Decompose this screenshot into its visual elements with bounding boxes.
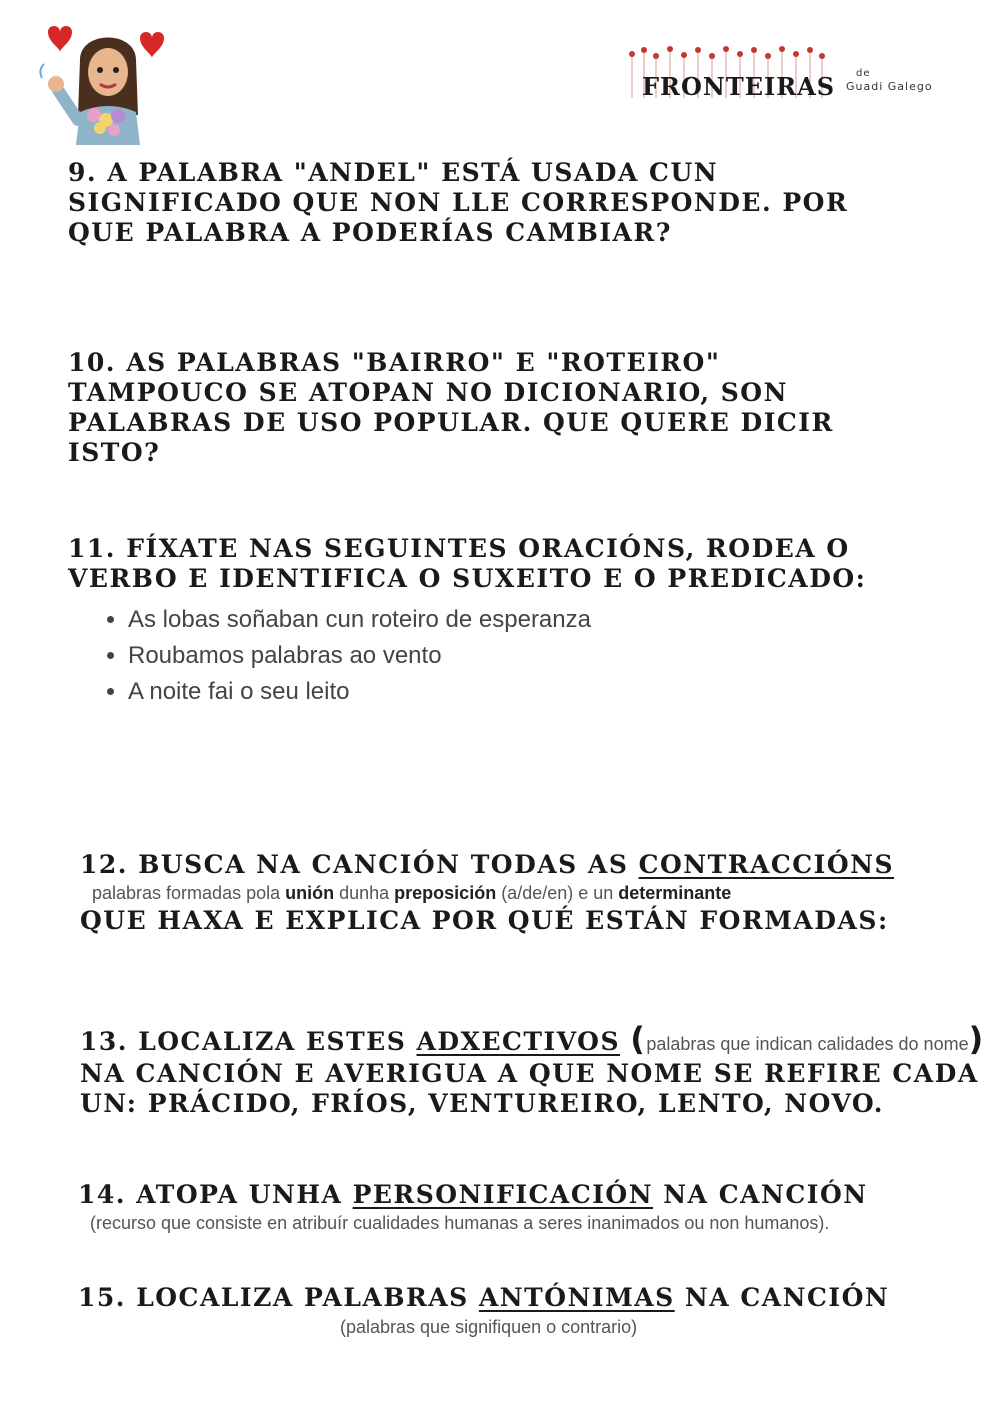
question-13-line2: NA CANCIÓN E AVERIGUA A QUE NOME SE REFIRE CADA — [80, 1059, 979, 1088]
question-14-line1: 14. ATOPA UNHA PERSONIFICACIÓN NA CANCIÓN — [78, 1180, 868, 1209]
question-11: 11. FÍXATE NAS SEGUINTES ORACIÓNS, RODEA O VERBO E IDENTIFICA O SUXEITO E O PREDICADO: — [68, 534, 867, 593]
question-12 — [80, 850, 960, 936]
definition-contraccions: palabras formadas pola unión dunha preposición (a/de/en) e un determinante — [92, 883, 732, 903]
sentence-list — [68, 602, 928, 710]
keyword-antonimas: ANTÓNIMAS — [478, 1283, 675, 1312]
logo-title: FRONTEIRAS — [642, 72, 836, 101]
list-item: • Roubamos palabras ao vento — [128, 638, 928, 674]
question-15 — [78, 1283, 958, 1341]
question-12-line2: QUE HAXA E EXPLICA POR QUÉ ESTÁN FORMADAS: — [80, 906, 889, 935]
heart-icon — [140, 32, 164, 58]
question-9: 9. A PALABRA "ANDEL" ESTÁ USADA CUN SIGNIFICADO QUE NON LLE CORRESPONDE. POR QUE PALABRA A PODERÍAS CAMBIAR? — [68, 158, 849, 247]
logo — [626, 44, 946, 100]
logo-de: de — [856, 68, 871, 79]
list-item: • A noite fai o seu leito — [128, 674, 928, 710]
question-10: 10. AS PALABRAS "BAIRRO" E "ROTEIRO" TAMPOUCO SE ATOPAN NO DICIONARIO, SON PALABRAS DE USO POPULAR. QUE QUERE DICIR ISTO? — [68, 348, 834, 467]
definition-adxectivos: palabras que indican calidades do nome — [646, 1034, 969, 1054]
question-15-line1: 15. LOCALIZA PALABRAS ANTÓNIMAS NA CANCIÓN — [78, 1283, 890, 1312]
keyword-contraccions: CONTRACCIÓNS — [638, 850, 895, 879]
keyword-adxectivos: ADXECTIVOS — [416, 1027, 621, 1056]
question-13-line1: 13. LOCALIZA ESTES ADXECTIVOS (palabras que indican calidades do nome) — [80, 1020, 985, 1058]
question-13 — [80, 1020, 985, 1119]
heart-icon — [48, 26, 72, 52]
keyword-personificacion: PERSONIFICACIÓN — [352, 1180, 654, 1209]
question-14 — [78, 1180, 958, 1236]
logo-author: Guadi Galego — [846, 80, 933, 93]
avatar — [28, 20, 173, 145]
question-12-line1: 12. BUSCA NA CANCIÓN TODAS AS CONTRACCIÓNS — [80, 850, 895, 879]
question-13-line3: UN: PRÁCIDO, FRÍOS, VENTUREIRO, LENTO, NOVO. — [80, 1089, 884, 1118]
definition-personificacion: (recurso que consiste en atribuír cualidades humanas a seres inanimados ou non humanos). — [90, 1213, 830, 1233]
definition-antonimas: (palabras que signifiquen o contrario) — [340, 1317, 638, 1337]
list-item: • As lobas soñaban cun roteiro de esperanza — [128, 602, 928, 638]
